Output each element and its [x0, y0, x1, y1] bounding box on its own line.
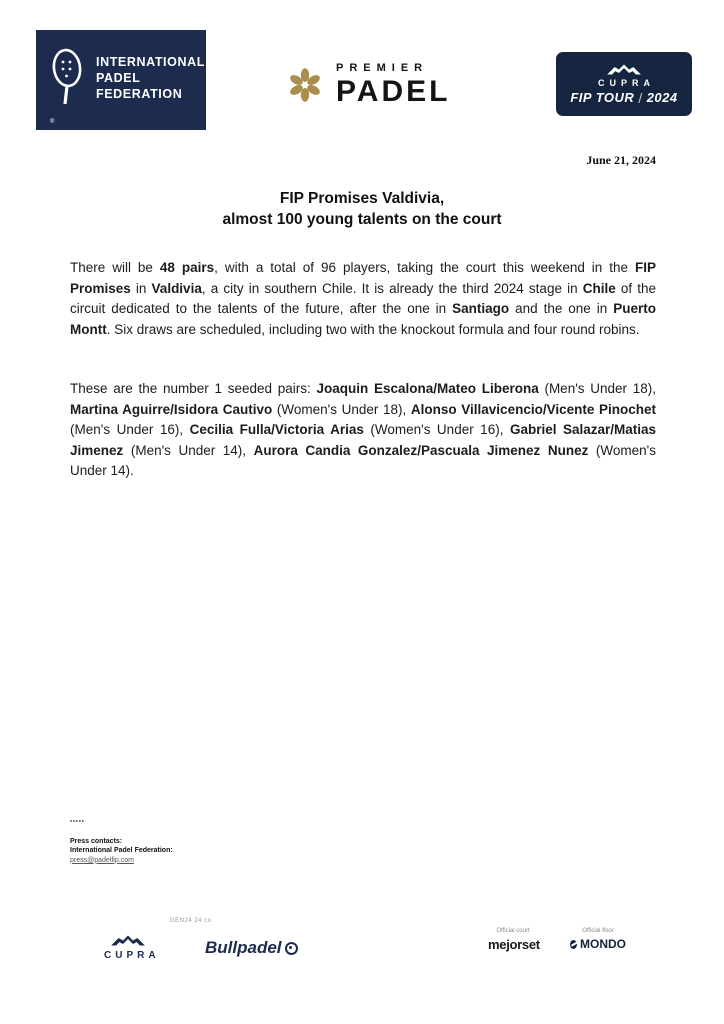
premier-word: PREMIER	[336, 62, 429, 74]
fip-tour-label: FIP TOUR	[570, 90, 635, 105]
press-contacts-label: Press contacts:	[70, 837, 123, 845]
sponsor-bullpadel-logo	[205, 938, 298, 958]
padel-racket-icon	[48, 46, 86, 110]
premier-padel-logo	[287, 62, 450, 107]
fip-tour-wordmark	[570, 90, 677, 106]
fip-tour-year: 2024	[646, 90, 678, 105]
press-email-link[interactable]: press@padelfip.com	[70, 856, 134, 864]
separator-stars: *****	[70, 820, 85, 826]
organization-label: International Padel Federation:	[70, 847, 173, 855]
cupra-sponsor-wordmark: CUPRA	[104, 950, 160, 961]
bullpadel-wordmark: Bullpadel	[205, 938, 282, 957]
cupra-wordmark: CUPRA	[597, 77, 655, 88]
footer-fine-print: GEN24 24 co	[170, 918, 212, 924]
sponsor-mejorset-logo	[488, 928, 538, 952]
title-line-2: almost 100 young talents on the court	[222, 211, 502, 228]
cupra-emblem-icon-dark	[100, 934, 156, 947]
sponsor-cupra-logo	[100, 934, 160, 961]
ipf-logo	[36, 30, 206, 130]
registered-mark: ®	[50, 119, 55, 125]
ipf-word-federation: FEDERATION	[96, 87, 183, 102]
padel-word: PADEL	[336, 75, 451, 108]
mondo-wordmark: MONDO	[580, 937, 626, 951]
document-date: June 21, 2024	[586, 153, 656, 167]
ipf-word-padel: PADEL	[96, 70, 141, 85]
mondo-globe-icon	[570, 940, 577, 949]
sponsor-mondo-logo	[570, 928, 626, 951]
premier-padel-wordmark	[336, 62, 450, 107]
cupra-emblem-icon	[604, 63, 644, 76]
fip-tour-separator: /	[638, 89, 643, 106]
press-contacts-block	[70, 820, 173, 865]
cupra-fip-tour-badge	[556, 52, 692, 116]
mejorset-wordmark: mejorset	[488, 937, 540, 952]
title-line-1: FIP Promises Valdivia,	[279, 190, 445, 207]
official-court-label: Official court	[496, 928, 530, 934]
paragraph-2: These are the number 1 seeded pairs: Joaquin Escalona/Mateo Liberona (Men's Under 18), Martina Aguirre/Isidora Cautivo (Women's Under 18), Alonso Villavicencio/Vicente Pinochet (Men's Under 16), Cecilia Fulla/Victoria Arias (Women's Under 16), Gabriel Salazar/Matias Jimenez (Men's Under 14), Aurora Candia Gonzalez/Pascuala Jimenez Nunez (Women's Under 14).	[70, 381, 657, 479]
document-title	[0, 188, 724, 230]
paragraph-1: There will be 48 pairs, with a total of 96 players, taking the court this weekend in the FIP Promises in Valdivia, a city in southern Chile. It is already the third 2024 stage in Chile of the circuit dedicated to the talents of the future, after the one in Santiago and the one in Puerto Montt. Six draws are scheduled, including two with the knockout formula and four round robins.	[70, 260, 656, 337]
ipf-word-international: INTERNATIONAL	[96, 54, 205, 69]
bullpadel-circle-icon	[285, 942, 298, 955]
official-floor-label: Official floor	[582, 928, 614, 934]
ipf-wordmark	[96, 54, 205, 103]
premier-padel-flower-icon	[287, 67, 323, 103]
